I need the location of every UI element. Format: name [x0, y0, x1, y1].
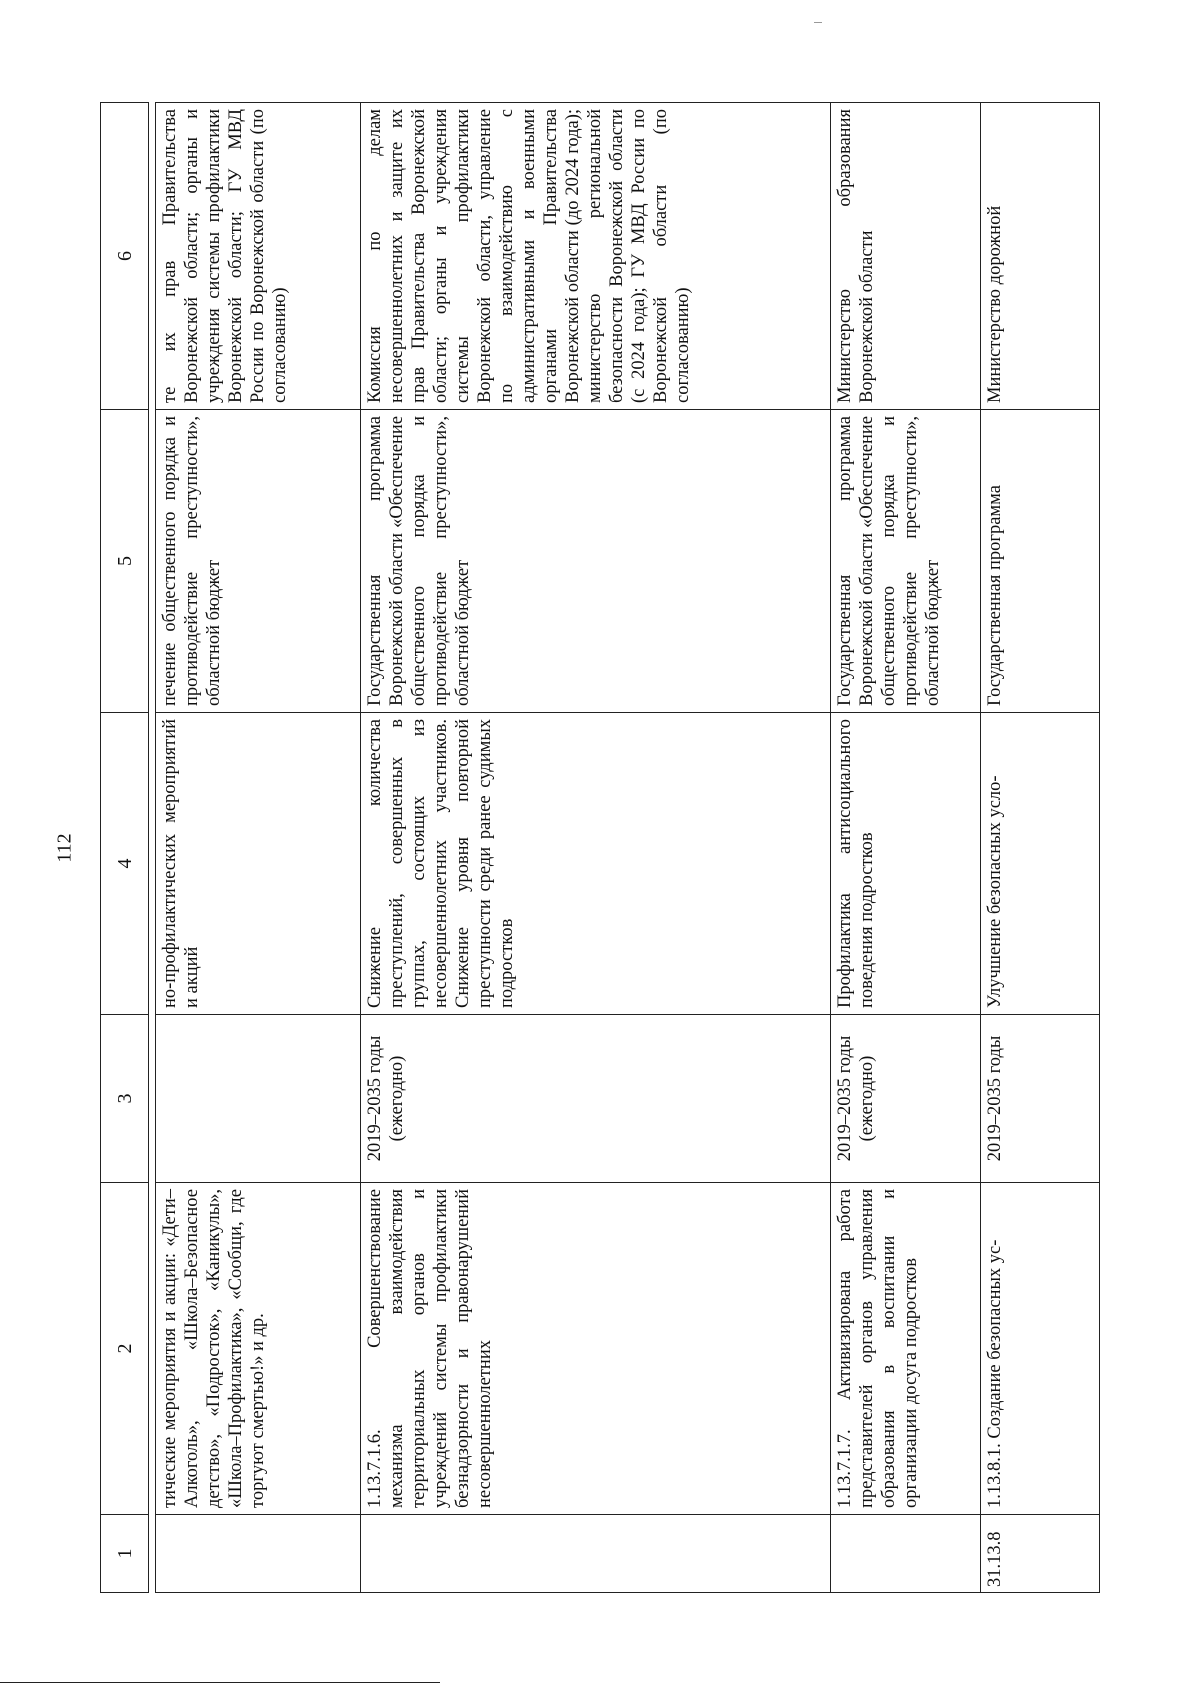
table-row — [981, 103, 1100, 1593]
header-row — [101, 103, 149, 1593]
period-cell: 2019–2035 годы (ежегодно) — [831, 1015, 981, 1183]
result-cell: но-профилактических мероприятий и акций — [156, 713, 361, 1015]
result-cell: Снижение количества преступлений, совершенных в группах, состоящих из несовершеннолетних участников. Снижение уровня повторной преступности среди ранее судимых подростков — [361, 713, 831, 1015]
program-cell: Государственная программа Воронежской области «Обеспечение общественного порядка и противодействие преступности», областной бюджет — [361, 410, 831, 713]
header-cell-5: 5 — [101, 410, 149, 713]
table-row — [361, 103, 831, 1593]
responsible-cell: те их прав Правительства Воронежской области; органы и учреждения системы профилактики Воронежской области; ГУ МВД России по Воронежской области (по согласованию) — [156, 103, 361, 410]
row-number-cell — [156, 1515, 361, 1593]
header-gap-cell — [149, 103, 156, 1593]
responsible-cell: Комиссия по делам несовершеннолетних и защите их прав Правительства Воронежской области; органы и учреждения системы профилактики Воронежской области, управление по взаимодействию с административными и военными органами Правительства Воронежской области (до 2024 года); министерство региональной безопасности Воронежской области (с 2024 года); ГУ МВД России по Воронежской области (по согласованию) — [361, 103, 831, 410]
responsible-cell: Министерство дорожной — [981, 103, 1100, 410]
header-cell-4: 4 — [101, 713, 149, 1015]
header-cell-3: 3 — [101, 1015, 149, 1183]
measures-table — [100, 102, 1100, 1593]
result-cell: Профилактика антисоциального поведения подростков — [831, 713, 981, 1015]
result-cell: Улучшение безопасных усло- — [981, 713, 1100, 1015]
period-cell: 2019–2035 годы (ежегодно) — [361, 1015, 831, 1183]
header-cell-1: 1 — [101, 1515, 149, 1593]
row-number-cell: 31.13.8 — [981, 1515, 1100, 1593]
header-gap — [149, 103, 156, 1593]
program-cell: Государственная программа Воронежской области «Обеспечение общественного порядка и противодействие преступности», областной бюджет — [831, 410, 981, 713]
table-row — [831, 103, 981, 1593]
row-number-cell — [361, 1515, 831, 1593]
measure-cell: 1.13.7.1.6. Совершенствование механизма взаимодействия территориальных органов и учреждений системы профилактики безнадзорности и правонарушений несовершеннолетних — [361, 1183, 831, 1515]
rotated-table-wrapper — [100, 103, 1100, 1593]
period-cell: 2019–2035 годы — [981, 1015, 1100, 1183]
bottom-rule — [0, 1682, 440, 1683]
page-number: 112 — [53, 833, 76, 863]
row-number-cell — [831, 1515, 981, 1593]
program-cell: печение общественного порядка и противодействие преступности», областной бюджет — [156, 410, 361, 713]
period-cell — [156, 1015, 361, 1183]
table-row — [156, 103, 361, 1593]
responsible-cell: Министерство образования Воронежской области — [831, 103, 981, 410]
measure-cell: тические мероприятия и акции: «Дети–Алкоголь», «Школа–Безопасное детство», «Подросток», «Каникулы», «Школа–Профилактика», «Сообщи, где торгуют смертью!» и др. — [156, 1183, 361, 1515]
header-cell-6: 6 — [101, 103, 149, 410]
program-cell: Государственная программа — [981, 410, 1100, 713]
measure-cell: 1.13.8.1. Создание безопасных ус- — [981, 1183, 1100, 1515]
scan-mark — [814, 22, 822, 23]
measure-cell: 1.13.7.1.7. Активизирована работа представителей органов управления образования в воспитании и организации досуга подростков — [831, 1183, 981, 1515]
header-cell-2: 2 — [101, 1183, 149, 1515]
